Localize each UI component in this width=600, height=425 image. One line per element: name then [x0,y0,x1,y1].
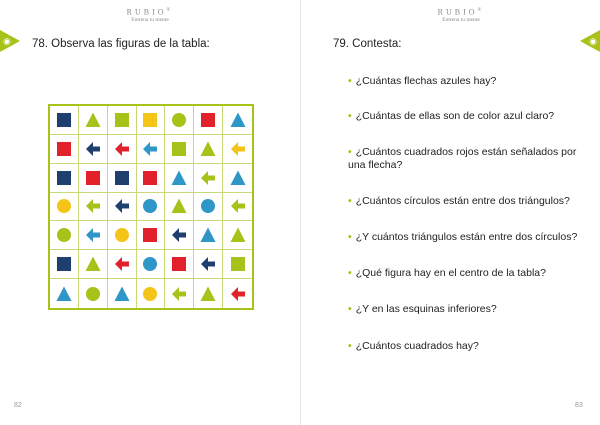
circle-green-icon [170,111,188,129]
page-number: 83 [575,402,583,409]
table-cell [50,164,79,193]
table-cell [79,106,108,135]
question-item [348,146,578,172]
table-cell [194,250,223,279]
table-cell [165,164,194,193]
square-green-icon [229,255,247,273]
table-cell [137,193,166,222]
question-text: ¿Cuántas flechas azules hay? [355,75,497,87]
square-navy-icon [55,111,73,129]
question-text: ¿Cuántos círculos están entre dos triángulos? [355,195,570,207]
table-cell [223,106,252,135]
question-text: ¿Y en las esquinas inferiores? [355,303,497,315]
table-cell [50,106,79,135]
circle-light-blue-icon [199,197,217,215]
square-green-icon [113,111,131,129]
question-item [348,303,578,316]
table-cell [165,135,194,164]
arrow-left-red-icon [113,140,131,158]
arrow-left-green-icon [170,285,188,303]
arrow-left-navy-icon [113,197,131,215]
bullet-icon: • [348,267,352,279]
table-cell [79,164,108,193]
square-red-icon [141,169,159,187]
table-cell [194,221,223,250]
circle-yellow-icon [55,197,73,215]
arrow-left-red-icon [229,285,247,303]
question-text: ¿Y cuántos triángulos están entre dos círculos? [355,231,578,243]
question-item [348,110,578,123]
circle-green-icon [55,226,73,244]
exercise-title: 79. Contesta: [333,38,402,50]
question-item [348,231,578,244]
table-cell [50,250,79,279]
table-cell [137,135,166,164]
table-cell [165,250,194,279]
table-cell [79,250,108,279]
table-cell [108,279,137,308]
brand-mark: ® [477,8,485,13]
bullet-icon: • [348,146,352,158]
brand-header [110,6,190,24]
exercise-title: 78. Observa las figuras de la tabla: [32,38,210,50]
question-item [348,195,578,208]
square-navy-icon [113,169,131,187]
arrow-left-green-icon [229,197,247,215]
triangle-light-blue-icon [229,111,247,129]
eye-icon: ◉ [589,36,597,46]
square-navy-icon [55,169,73,187]
bullet-icon: • [348,231,352,243]
table-cell [108,250,137,279]
table-cell [108,221,137,250]
table-cell [79,135,108,164]
triangle-green-icon [199,140,217,158]
bullet-icon: • [348,110,352,122]
page-number: 82 [14,402,22,409]
table-cell [108,106,137,135]
bullet-icon: • [348,75,352,87]
table-cell [194,135,223,164]
brand-mark: ® [166,8,174,13]
table-cell [194,106,223,135]
table-cell [137,279,166,308]
bullet-icon: • [348,340,352,352]
table-cell [223,164,252,193]
arrow-left-light-blue-icon [84,226,102,244]
question-text: ¿Cuántas de ellas son de color azul claro? [355,110,555,122]
table-cell [137,106,166,135]
table-cell [137,221,166,250]
table-cell [50,279,79,308]
square-yellow-icon [141,111,159,129]
question-item [348,340,578,353]
triangle-light-blue-icon [113,285,131,303]
table-cell [165,279,194,308]
circle-light-blue-icon [141,255,159,273]
eye-icon: ◉ [3,36,11,46]
arrow-left-green-icon [84,197,102,215]
square-navy-icon [55,255,73,273]
triangle-light-blue-icon [170,169,188,187]
table-cell [50,221,79,250]
table-cell [79,193,108,222]
table-cell [137,164,166,193]
table-cell [223,250,252,279]
table-cell [194,193,223,222]
question-text: ¿Cuántos cuadrados rojos están señalados por una flecha? [348,146,577,171]
brand-name: RUBIO [126,7,167,17]
table-cell [223,279,252,308]
square-red-icon [141,226,159,244]
arrow-left-navy-icon [170,226,188,244]
table-cell [223,135,252,164]
circle-green-icon [84,285,102,303]
square-red-icon [199,111,217,129]
arrow-left-light-blue-icon [141,140,159,158]
square-red-icon [55,140,73,158]
table-cell [50,135,79,164]
square-green-icon [170,140,188,158]
circle-light-blue-icon [141,197,159,215]
triangle-light-blue-icon [229,169,247,187]
table-cell [50,193,79,222]
triangle-green-icon [199,285,217,303]
circle-yellow-icon [141,285,159,303]
arrow-left-green-icon [199,169,217,187]
table-cell [165,106,194,135]
table-cell [194,279,223,308]
table-cell [108,135,137,164]
triangle-light-blue-icon [55,285,73,303]
table-cell [137,250,166,279]
brand-name: RUBIO [437,7,478,17]
table-cell [165,221,194,250]
brand-subtitle: Entrena tu mente [131,16,169,23]
arrow-left-navy-icon [84,140,102,158]
arrow-left-red-icon [113,255,131,273]
triangle-green-icon [84,111,102,129]
arrow-left-navy-icon [199,255,217,273]
figure-table [48,104,254,310]
square-red-icon [84,169,102,187]
table-cell [194,164,223,193]
triangle-green-icon [84,255,102,273]
bullet-icon: • [348,303,352,315]
triangle-green-icon [170,197,188,215]
question-item [348,75,578,88]
arrow-left-yellow-icon [229,140,247,158]
right-page [300,0,600,425]
triangle-light-blue-icon [199,226,217,244]
table-cell [223,193,252,222]
triangle-green-icon [229,226,247,244]
circle-yellow-icon [113,226,131,244]
table-cell [165,193,194,222]
question-item [348,267,578,280]
square-red-icon [170,255,188,273]
question-text: ¿Cuántos cuadrados hay? [355,340,479,352]
question-text: ¿Qué figura hay en el centro de la tabla? [355,267,546,279]
bullet-icon: • [348,195,352,207]
table-cell [108,164,137,193]
table-cell [79,221,108,250]
table-cell [223,221,252,250]
brand-subtitle: Entrena tu mente [442,16,480,23]
table-cell [79,279,108,308]
table-cell [108,193,137,222]
brand-header [421,6,501,24]
